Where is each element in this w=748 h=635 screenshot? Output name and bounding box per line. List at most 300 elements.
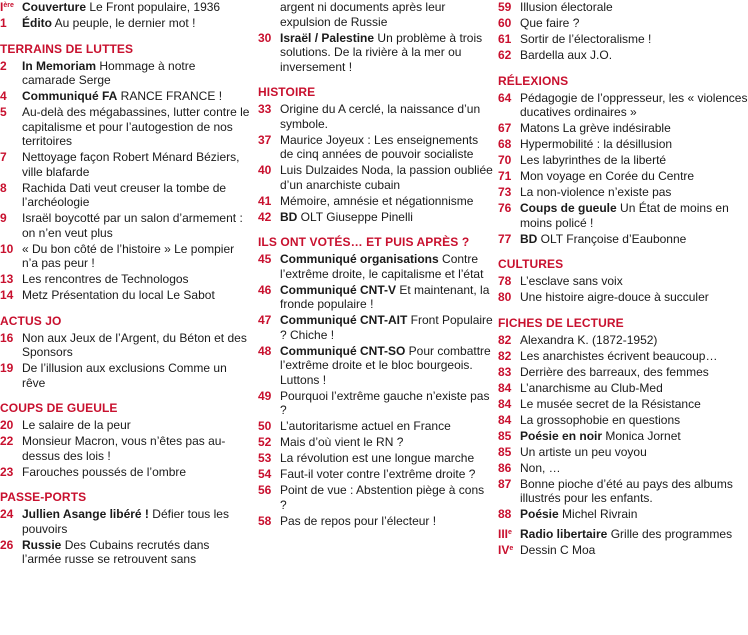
page-number-value: 85 [498, 444, 512, 459]
toc-entry [498, 413, 748, 428]
page-number [258, 389, 280, 418]
toc-entry [0, 0, 250, 15]
entry-text [280, 31, 493, 75]
page-number-value: 9 [0, 211, 7, 225]
page-number-value: 80 [498, 290, 512, 304]
toc-entry [498, 91, 748, 120]
entry-text [520, 507, 748, 522]
page-number [498, 365, 520, 380]
page-number-value: IV [498, 543, 510, 557]
page-number [258, 0, 280, 29]
entry-text [280, 419, 493, 434]
section-heading: FICHES DE LECTURE [498, 315, 624, 330]
entry-text [22, 272, 250, 287]
toc-entry [0, 242, 250, 271]
entry-title: Monica Jornet [602, 428, 681, 443]
toc-entry [258, 0, 493, 29]
page-number [498, 48, 520, 63]
toc-entry [0, 150, 250, 179]
entry-text [520, 121, 748, 136]
entry-text [22, 211, 250, 240]
page-number-value: 42 [258, 209, 272, 224]
toc-entry [498, 507, 748, 522]
page-number-value: 82 [498, 332, 512, 347]
toc-entry [498, 274, 748, 289]
entry-title: Derrière des barreaux, des femmes [520, 364, 709, 379]
page-number [498, 507, 520, 522]
page-number [498, 0, 520, 15]
entry-text [22, 538, 250, 567]
page-number-value: 33 [258, 102, 272, 116]
entry-rubric: BD [520, 231, 538, 246]
entry-title: Bardella aux J.O. [520, 48, 613, 62]
page-number [498, 16, 520, 31]
entry-title: Pédagogie de l’oppresseur, les « violences ducatives ordinaires » [520, 90, 748, 119]
toc-entry [0, 288, 250, 303]
entry-text [22, 418, 250, 433]
entry-rubric: Coups de gueule [520, 201, 617, 215]
page-number [498, 153, 520, 168]
entry-text [280, 102, 493, 131]
toc-entry [498, 543, 748, 558]
page-number-value: I [0, 0, 4, 14]
page-number [258, 435, 280, 450]
entry-title: Nettoyage façon Robert Ménard Béziers, ville blafarde [22, 150, 240, 179]
toc-entry [258, 210, 493, 225]
page-number-value: 77 [498, 231, 512, 246]
entry-title: Monsieur Macron, vous n’êtes pas au-dessus des lois ! [22, 434, 226, 463]
page-number-value: 59 [498, 0, 512, 14]
toc-entry [498, 290, 748, 305]
entry-text [22, 105, 250, 149]
page-number-value: 19 [0, 361, 14, 375]
page-number-value: 85 [498, 428, 512, 443]
page-number-value: 47 [258, 313, 272, 327]
toc-entry [498, 121, 748, 136]
entry-title: OLT Françoise d’Eaubonne [537, 231, 687, 246]
toc-entry [498, 445, 748, 460]
toc-entry [498, 48, 748, 63]
toc-entry [0, 211, 250, 240]
entry-title: Non, … [520, 460, 561, 475]
page-number [0, 59, 22, 88]
entry-title: Un artiste un peu voyou [520, 444, 647, 459]
page-number [498, 91, 520, 120]
entry-text [520, 477, 748, 506]
page-number [498, 32, 520, 47]
entry-text [520, 137, 748, 152]
entry-text [520, 543, 748, 558]
entry-title: Pour combattre l’extrême droite et le bloc bourgeois. Luttons ! [280, 343, 491, 387]
page-number [498, 413, 520, 428]
page-number-value: 26 [0, 537, 14, 552]
entry-title: Défier tous les pouvoirs [22, 507, 229, 536]
entry-title: Rachida Dati veut creuser la tombe de l’archéologie [22, 180, 227, 209]
entry-title: Maurice Joyeux : Les enseignements de cinq années de pouvoir socialiste [280, 132, 479, 161]
toc-entry [0, 89, 250, 104]
page-number [258, 313, 280, 342]
page-number [498, 169, 520, 184]
entry-title: Matons La grève indésirable [520, 121, 671, 135]
toc-entry [0, 59, 250, 88]
page-number-value: 83 [498, 364, 512, 379]
entry-text [280, 389, 493, 418]
entry-title: RANCE FRANCE ! [117, 89, 223, 103]
entry-rubric: Communiqué FA [22, 89, 118, 103]
page-number-value: 88 [498, 507, 512, 521]
entry-text [280, 483, 493, 512]
toc-entry [0, 434, 250, 463]
entry-title: La révolution est une longue marche [280, 451, 475, 465]
page-number [0, 418, 22, 433]
entry-text [22, 331, 250, 360]
entry-text [520, 527, 748, 542]
page-number-value: III [498, 527, 509, 541]
page-number-value: 68 [498, 137, 512, 151]
section-heading: HISTOIRE [258, 85, 316, 99]
toc-column-1 [0, 0, 250, 568]
entry-title: Front Populaire ? Chiche ! [280, 313, 493, 342]
entry-title: Des Cubains recrutés dans l’armée russe se retrouvent sans [22, 537, 210, 566]
page-number-value: 49 [258, 388, 272, 403]
entry-text [22, 0, 250, 15]
page-number [258, 194, 280, 209]
entry-title: Metz Présentation du local Le Sabot [22, 288, 215, 302]
page-number [0, 181, 22, 210]
entry-title: Dessin C Moa [520, 543, 596, 557]
section-heading: TERRAINS DE LUTTES [0, 41, 134, 56]
page-number-value: 62 [498, 48, 512, 62]
entry-rubric: Communiqué organisations [280, 252, 439, 266]
entry-title: Origine du A cerclé, la naissance d’un symbole. [280, 102, 481, 131]
toc-entry [498, 0, 748, 15]
page-number [0, 272, 22, 287]
entry-title: Le Front populaire, 1936 [86, 0, 221, 14]
page-number-value: 86 [498, 460, 512, 475]
page-number [0, 331, 22, 360]
page-number-value: 1 [0, 16, 7, 30]
entry-title: Michel Rivrain [558, 507, 638, 521]
toc-entry [258, 483, 493, 512]
page-number [498, 461, 520, 476]
toc-entry [498, 477, 748, 506]
page-number-value: 5 [0, 105, 7, 119]
page-number-value: 84 [498, 380, 512, 395]
entry-text [280, 283, 493, 312]
page-number-value: 87 [498, 476, 512, 491]
page-number [0, 0, 22, 15]
page-number [498, 290, 520, 305]
page-number [258, 451, 280, 466]
entry-text [520, 290, 748, 305]
entry-title: Pourquoi l’extrême gauche n’existe pas ? [280, 388, 490, 417]
page-number [0, 89, 22, 104]
entry-rubric: Poésie [520, 507, 559, 521]
toc-entry [498, 232, 748, 247]
page-number [0, 361, 22, 390]
entry-title: Grille des programmes [607, 527, 733, 541]
page-number-value: 50 [258, 419, 272, 433]
page-number [498, 527, 520, 542]
entry-rubric: Radio libertaire [520, 527, 608, 541]
entry-text [280, 210, 493, 225]
entry-title: Hommage à notre camarade Serge [22, 58, 196, 87]
entry-title: Les anarchistes écrivent beaucoup… [520, 348, 718, 363]
entry-title: L’autoritarisme actuel en France [280, 419, 451, 433]
toc-entry [258, 467, 493, 482]
toc-entry [0, 272, 250, 287]
entry-text [520, 32, 748, 47]
page-number-value: 56 [258, 483, 272, 497]
toc-entry [0, 16, 250, 31]
page-number [498, 445, 520, 460]
entry-title: Mon voyage en Corée du Centre [520, 169, 695, 183]
toc-entry [258, 389, 493, 418]
page-number [0, 105, 22, 149]
toc-entry [258, 435, 493, 450]
entry-text [520, 413, 748, 428]
page-number-value: 20 [0, 418, 14, 432]
entry-text [280, 252, 493, 281]
page-number-value: 14 [0, 288, 14, 302]
page-number-value: 4 [0, 89, 7, 103]
page-number [0, 16, 22, 31]
page-number-suffix: ère [3, 2, 14, 9]
toc-entry [498, 397, 748, 412]
page-number [498, 429, 520, 444]
entry-text [280, 344, 493, 388]
toc-entry [498, 429, 748, 444]
toc-entry [258, 344, 493, 388]
toc-entry [258, 102, 493, 131]
entry-title: « Du bon côté de l’histoire » Le pompier n’a pas peur ! [22, 241, 235, 270]
page-number-value: 54 [258, 467, 272, 481]
page-number-value: 70 [498, 153, 512, 167]
entry-title: argent ni documents après leur expulsion de Russie [280, 0, 446, 29]
page-number-value: 2 [0, 58, 7, 73]
entry-title: Et maintenant, la fronde populaire ! [280, 282, 490, 311]
entry-title: Sortir de l’électoralisme ! [520, 32, 652, 46]
page-number [498, 232, 520, 247]
entry-title: Que faire ? [520, 16, 580, 30]
toc-entry [498, 381, 748, 396]
entry-text [520, 16, 748, 31]
toc-entry [0, 418, 250, 433]
page-number-value: 45 [258, 252, 272, 266]
toc-entry [498, 185, 748, 200]
entry-title: Un problème à trois solutions. De la rivière à la mer ou inversement ! [280, 30, 483, 74]
entry-text [22, 59, 250, 88]
entry-title: La non-violence n’existe pas [520, 185, 672, 199]
page-number-value: 37 [258, 132, 272, 147]
page-number-value: 71 [498, 169, 512, 183]
entry-title: Farouches poussés de l’ombre [22, 464, 187, 479]
entry-title: Au-delà des mégabassines, lutter contre le capitalisme et pour l’autogestion de nos territoires [22, 105, 250, 148]
entry-rubric: Communiqué CNT-SO [280, 343, 406, 358]
page-number [0, 242, 22, 271]
entry-text [280, 133, 493, 162]
entry-title: Illusion électorale [520, 0, 613, 14]
toc-entry [258, 252, 493, 281]
entry-title: L’esclave sans voix [520, 274, 623, 288]
page-number-value: 40 [258, 163, 272, 177]
page-number [498, 274, 520, 289]
entry-title: La grossophobie en questions [520, 412, 681, 427]
toc-entry [498, 527, 748, 542]
entry-rubric: Couverture [22, 0, 87, 14]
page-number [258, 283, 280, 312]
page-number [258, 163, 280, 192]
entry-title: Mémoire, amnésie et négationnisme [280, 193, 474, 208]
section-heading: CULTURES [498, 257, 564, 271]
toc-entry [258, 313, 493, 342]
page-number [498, 333, 520, 348]
entry-rubric: Poésie en noir [520, 428, 603, 443]
page-number-value: 84 [498, 412, 512, 427]
entry-rubric: BD [280, 209, 298, 224]
page-number [0, 150, 22, 179]
entry-text [22, 242, 250, 271]
page-number [258, 467, 280, 482]
entry-text [520, 91, 748, 120]
toc-entry [498, 349, 748, 364]
page-number-value: 41 [258, 193, 272, 208]
entry-text [22, 16, 250, 31]
page-number [498, 137, 520, 152]
page-number [258, 344, 280, 388]
toc-entry [258, 419, 493, 434]
toc-entry [498, 333, 748, 348]
entry-text [280, 451, 493, 466]
entry-text [520, 169, 748, 184]
entry-title: Le salaire de la peur [22, 418, 131, 432]
entry-text [22, 150, 250, 179]
toc-entry [498, 365, 748, 380]
entry-text [520, 0, 748, 15]
page-number-value: 58 [258, 513, 272, 528]
toc-entry [0, 361, 250, 390]
entry-rubric: Israël / Palestine [280, 30, 375, 45]
entry-title: Non aux Jeux de l’Argent, du Béton et des Sponsors [22, 330, 247, 359]
entry-rubric: In Memoriam [22, 58, 97, 73]
page-number [258, 419, 280, 434]
entry-title: L’anarchisme au Club-Med [520, 380, 663, 395]
page-number [0, 465, 22, 480]
page-number [258, 483, 280, 512]
entry-text [520, 381, 748, 396]
entry-text [280, 514, 493, 529]
entry-title: Une histoire aigre-douce à succuler [520, 290, 709, 304]
page-number-value: 23 [0, 464, 14, 479]
page-number-value: 73 [498, 185, 512, 199]
page-number-suffix: e [508, 529, 512, 536]
page-number-value: 53 [258, 451, 272, 465]
entry-title: Un État de moins en moins policé ! [520, 201, 729, 230]
toc-entry [0, 181, 250, 210]
entry-title: Israël boycotté par un salon d’armement : on n’en veut plus [22, 211, 243, 240]
toc-entry [258, 451, 493, 466]
page-number-value: 52 [258, 435, 272, 449]
entry-title: Les rencontres de Technologos [22, 272, 189, 286]
toc-entry [0, 331, 250, 360]
page-number [258, 31, 280, 75]
page-number [0, 507, 22, 536]
page-number-value: 30 [258, 30, 272, 45]
page-number [258, 252, 280, 281]
entry-title: Les labyrinthes de la liberté [520, 153, 667, 167]
page-number-value: 13 [0, 272, 14, 286]
page-number-value: 16 [0, 330, 14, 345]
page-number [258, 102, 280, 131]
entry-text [280, 313, 493, 342]
entry-title: Le musée secret de la Résistance [520, 396, 701, 411]
page-number [0, 288, 22, 303]
page-number [258, 210, 280, 225]
page-number [498, 349, 520, 364]
toc-entry [0, 105, 250, 149]
entry-rubric: Édito [22, 16, 52, 30]
toc-column-3 [498, 0, 748, 559]
toc-entry [0, 538, 250, 567]
toc-entry [498, 137, 748, 152]
entry-title: Alexandra K. (1872-1952) [520, 332, 658, 347]
page-number-value: 48 [258, 343, 272, 358]
entry-text [280, 194, 493, 209]
toc-entry [258, 31, 493, 75]
entry-title: Mais d’où vient le RN ? [280, 435, 404, 449]
page-number-value: 7 [0, 150, 7, 164]
entry-text [22, 181, 250, 210]
entry-text [520, 461, 748, 476]
page-number-value: 8 [0, 180, 7, 195]
entry-title: Pas de repos pour l’électeur ! [280, 513, 437, 528]
entry-text [520, 153, 748, 168]
toc-entry [258, 194, 493, 209]
entry-text [520, 274, 748, 289]
entry-text [520, 333, 748, 348]
entry-rubric: Russie [22, 537, 62, 552]
entry-text [520, 48, 748, 63]
page-number-value: 64 [498, 90, 512, 105]
page-number-value: 22 [0, 434, 14, 448]
page-number [498, 543, 520, 558]
entry-text [520, 445, 748, 460]
page-number-value: 60 [498, 16, 512, 30]
entry-text [520, 365, 748, 380]
toc-entry [498, 16, 748, 31]
section-heading: RÉLEXIONS [498, 73, 569, 88]
page-number [0, 538, 22, 567]
page-number-value: 46 [258, 282, 272, 297]
page-number-value: 82 [498, 348, 512, 363]
entry-text [520, 201, 748, 230]
toc-column-2 [258, 0, 493, 530]
page-number [498, 477, 520, 506]
entry-text [280, 0, 493, 29]
entry-text [22, 507, 250, 536]
page-number [0, 434, 22, 463]
toc-entry [0, 507, 250, 536]
page-number [498, 185, 520, 200]
entry-text [22, 89, 250, 104]
entry-text [280, 435, 493, 450]
entry-rubric: Communiqué CNT-V [280, 282, 396, 297]
entry-title: Hypermobilité : la désillusion [520, 137, 673, 151]
toc-entry [258, 133, 493, 162]
page-number-value: 67 [498, 121, 512, 135]
page-number-value: 61 [498, 32, 512, 46]
toc-entry [498, 461, 748, 476]
